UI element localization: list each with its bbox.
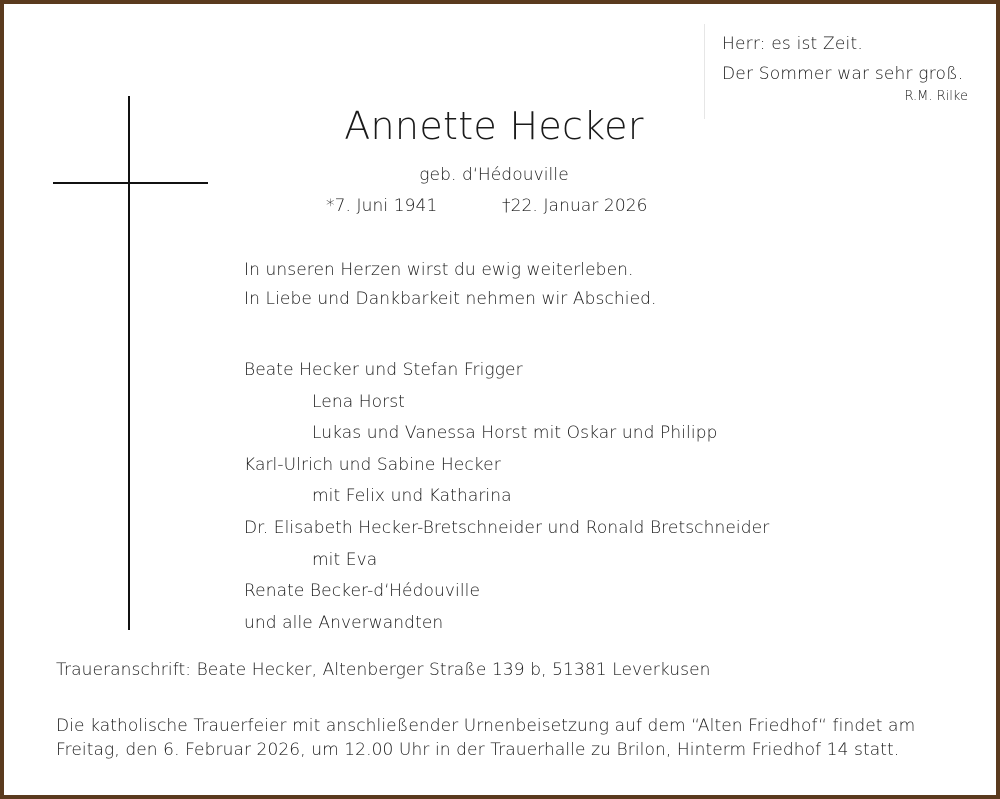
deceased-name: Annette Hecker	[344, 104, 644, 148]
cross-icon-horizontal	[53, 182, 208, 184]
mourner-line: Karl-Ulrich und Sabine Hecker	[244, 455, 501, 475]
message-line-2: In Liebe und Dankbarkeit nehmen wir Abschied.	[244, 289, 657, 309]
mourner-line: Renate Becker-d‘Hédouville	[244, 581, 481, 601]
mourner-line: Lena Horst	[312, 392, 405, 412]
quote-divider	[704, 24, 705, 119]
mourner-line: Dr. Elisabeth Hecker-Bretschneider und Ronald Bretschneider	[244, 518, 770, 538]
maiden-name: geb. d‘Hédouville	[419, 165, 569, 185]
quote-line-1: Herr: es ist Zeit.	[722, 34, 863, 54]
quote-line-2: Der Sommer war sehr groß.	[722, 64, 964, 84]
service-line-2: Freitag, den 6. Februar 2026, um 12.00 Uhr in der Trauerhalle zu Brilon, Hinterm Friedhof 14 statt.	[56, 740, 900, 760]
obituary-card	[4, 4, 996, 795]
mourning-address: Traueranschrift: Beate Hecker, Altenberger Straße 139 b, 51381 Leverkusen	[56, 660, 711, 680]
mourner-line: mit Eva	[312, 550, 378, 570]
mourner-line: Beate Hecker und Stefan Frigger	[244, 360, 523, 380]
message-line-1: In unseren Herzen wirst du ewig weiterleben.	[244, 260, 634, 280]
mourner-line: und alle Anverwandten	[244, 613, 444, 633]
mourner-line: Lukas und Vanessa Horst mit Oskar und Philipp	[312, 423, 718, 443]
cross-icon-vertical	[128, 96, 130, 630]
birth-date: *7. Juni 1941	[326, 196, 438, 216]
mourner-line: mit Felix und Katharina	[312, 486, 512, 506]
service-line-1: Die katholische Trauerfeier mit anschließender Urnenbeisetzung auf dem “Alten Friedhof“ findet am	[56, 716, 916, 736]
death-date: †22. Januar 2026	[502, 196, 648, 216]
quote-author: R.M. Rilke	[904, 89, 968, 104]
